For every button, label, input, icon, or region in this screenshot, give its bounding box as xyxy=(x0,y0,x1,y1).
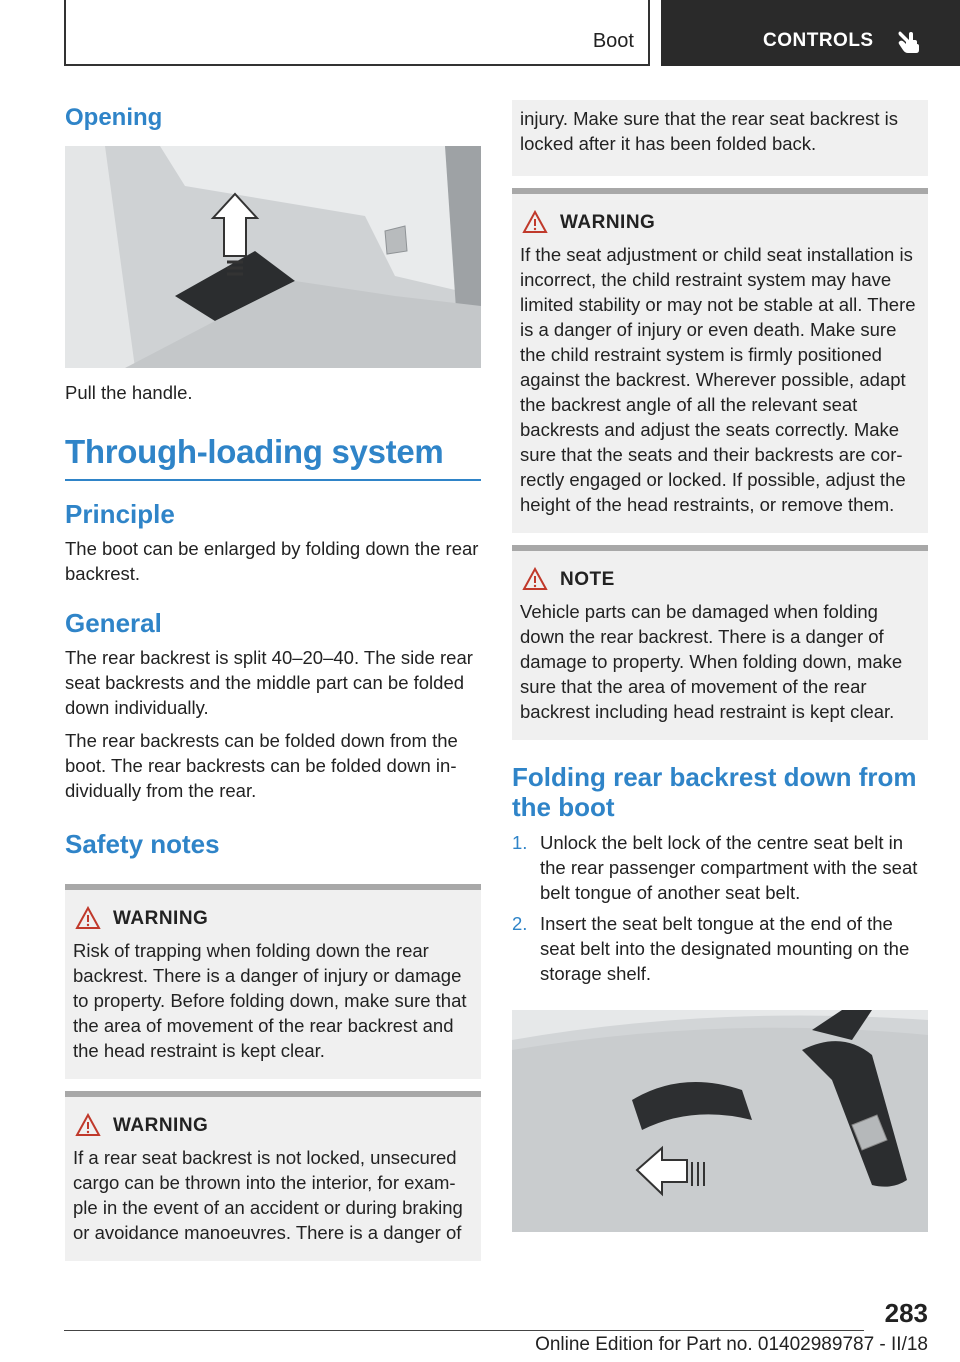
warning-text-continued: injury. Make sure that the rear seat backrest is locked after it has been folded back. xyxy=(520,108,899,154)
note-title: NOTE xyxy=(560,569,615,590)
general-heading: General xyxy=(65,608,162,638)
warning-triangle-icon xyxy=(522,567,548,591)
warning-box-continued xyxy=(512,100,928,176)
warning-box-trapping xyxy=(65,884,481,1079)
warning-triangle-icon xyxy=(522,210,548,234)
folding-heading: Folding rear backrest down from the boot xyxy=(512,762,917,822)
step-number: 2. xyxy=(512,913,528,934)
note-box-vehicle-parts xyxy=(512,545,928,740)
boot-handle-figure xyxy=(65,146,481,368)
warning-triangle-icon xyxy=(75,1113,101,1137)
warning-title: WARNING xyxy=(113,908,209,929)
footer-edition: Online Edition for Part no. 01402989787 - II/18 xyxy=(535,1334,928,1355)
general-text-1: The rear backrest is split 40–20–40. The side rear seat backrests and the middle part can be folded down individually. xyxy=(65,647,473,718)
note-text: Vehicle parts can be damaged when folding down the rear backrest. There is a danger of damage to property. When folding down, make sure that the area of movement of the rear backrest including head restraint is kept clear. xyxy=(520,601,903,722)
left-column xyxy=(65,100,481,1261)
step-item xyxy=(512,830,928,905)
step-text: Unlock the belt lock of the centre seat belt in the rear passenger compartment with the seat belt tongue of another seat belt. xyxy=(540,832,918,903)
seat-belt-illustration xyxy=(512,1010,928,1232)
warning-title: WARNING xyxy=(113,1115,209,1136)
warning-triangle-icon xyxy=(75,906,101,930)
opening-caption: Pull the handle. xyxy=(65,382,193,403)
warning-text: If a rear seat backrest is not locked, unsecured cargo can be thrown into the interior, for example in the event of an accident or during braking or avoidance manoeuvres. There is a danger of xyxy=(73,1147,463,1243)
pointing-hand-icon xyxy=(897,26,923,54)
through-loading-heading: Through-loading system xyxy=(65,433,481,481)
opening-heading: Opening xyxy=(65,104,163,131)
page-number: 283 xyxy=(884,1298,928,1328)
principle-text: The boot can be enlarged by folding down the rear backrest. xyxy=(65,538,479,584)
folding-steps xyxy=(512,830,928,986)
warning-title: WARNING xyxy=(560,212,656,233)
warning-box-child-restraint xyxy=(512,188,928,533)
footer-divider xyxy=(64,1330,864,1331)
boot-handle-illustration xyxy=(65,146,481,368)
header-section-title: Boot xyxy=(592,30,634,52)
step-number: 1. xyxy=(512,832,528,853)
right-column xyxy=(512,100,928,1232)
step-item xyxy=(512,911,928,986)
warning-text: Risk of trapping when folding down the rear backrest. There is a danger of injury or damage to property. Before folding down, make sure that the area of movement of the rear backrest and the head restraint is kept clear. xyxy=(73,940,467,1061)
header-chapter-label: CONTROLS xyxy=(763,30,874,51)
warning-box-unlocked-backrest xyxy=(65,1091,481,1261)
warning-text: If the seat adjustment or child seat installation is incorrect, the child restraint system may have limited stability or may not be stable at all. There is a danger of injury or even death. Make sure the child restraint system is firmly positioned against the backrest. Wherever possible, adapt the backrest angle of all the relevant seat backrests and adjust the seats correctly. Make sure that the seats and their backrests are correctly engaged or locked. If possible, adjust the height of the head restraints, or remove them. xyxy=(520,244,916,515)
safety-notes-heading: Safety notes xyxy=(65,829,220,859)
step-text: Insert the seat belt tongue at the end of the seat belt into the designated mounting on the storage shelf. xyxy=(540,913,910,984)
seat-belt-figure xyxy=(512,1010,928,1232)
header-chapter-tab xyxy=(661,0,960,66)
general-text-2: The rear backrests can be folded down from the boot. The rear backrests can be folded down individually from the rear. xyxy=(65,730,458,801)
header-section-box xyxy=(64,0,650,66)
principle-heading: Principle xyxy=(65,499,175,529)
